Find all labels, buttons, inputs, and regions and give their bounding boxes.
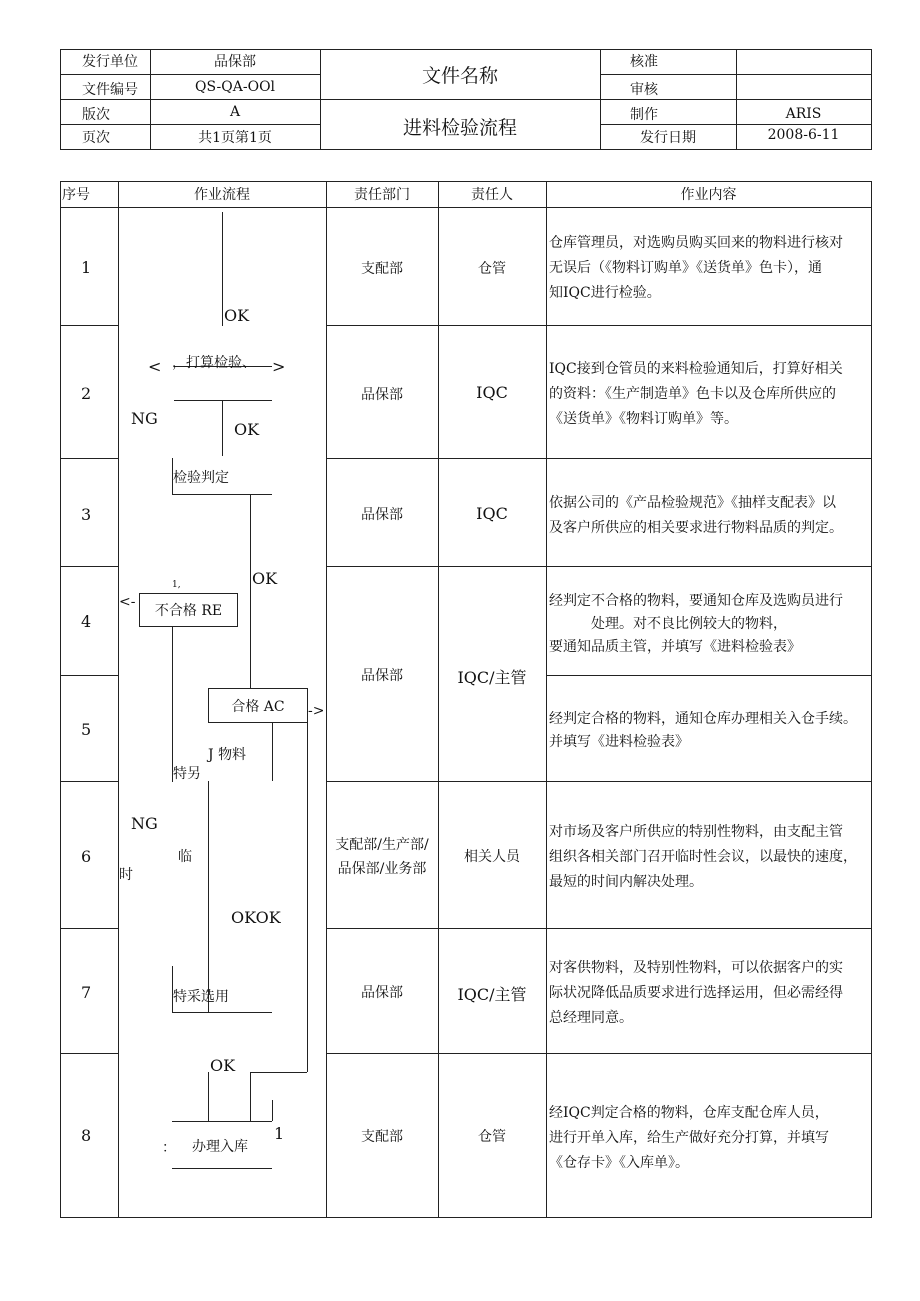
flow-okok-label: OKOK [231,908,281,927]
flow-bracket-left: < [148,357,162,376]
flow-step-pass: 合格 AC [231,699,285,715]
row-number: 4 [81,612,92,631]
version-label: 版次 [82,107,110,123]
flow-special-label: 特另 [173,766,201,782]
row-content-line: 无误后（《物料订购单》《送货单》色卡），通 [549,260,822,276]
row-person: IQC/主管 [457,985,527,1004]
date-value: 2008-6-11 [767,127,840,143]
flow-step-special-pick: 特采选用 [173,989,229,1005]
flow-material-label: J 物料 [208,747,247,763]
row-content-line: 对市场及客户所供应的特别性物料，由支配主管 [549,824,843,840]
row-number: 5 [81,720,92,739]
row-content-line: 并填写《进料检验表》 [549,734,689,750]
flow-colon: ： [162,1140,176,1156]
row-number: 7 [81,983,92,1002]
row-content-line: 组织各相关部门召开临时性会议，以最快的速度， [549,849,857,865]
row-person: 仓管 [478,1129,506,1145]
row-content-line: 《仓存卡》《入库单》。 [549,1155,689,1171]
col-header-person: 责任人 [471,187,513,203]
flow-number-label: 1 [274,1124,285,1143]
flow-ng-label: NG [131,814,158,833]
row-number: 1 [81,258,92,277]
review-label: 审核 [630,82,658,98]
page-label: 页次 [82,130,110,146]
date-label: 发行日期 [640,130,696,146]
row-person: 相关人员 [464,849,520,865]
flow-ok-label: OK [210,1056,236,1075]
row-content-line: IQC接到仓管员的来料检验通知后，打算好相关 [549,361,843,377]
row-number: 6 [81,847,92,866]
row-content-line: 对客供物料，及特别性物料，可以依据客户的实 [549,960,843,976]
col-header-flow: 作业流程 [194,187,250,203]
row-number: 8 [81,1126,92,1145]
col-header-dept: 责任部门 [354,187,410,203]
page-value: 共1页第1页 [198,130,272,146]
row-person: IQC/主管 [457,668,527,687]
flow-arrow-left: <- [119,594,136,610]
issuer-value: 品保部 [214,54,256,70]
row-content-line: 际状况降低品质要求进行选择运用，但必需经得 [549,985,843,1001]
row-content-line: 知IQC进行检验。 [549,285,661,301]
flow-bracket-right: > [272,357,286,376]
row-dept: 支配部 [361,1129,403,1145]
flow-step-prepare: ，打算检验、 [172,355,256,371]
version-value: A [229,104,241,120]
flow-ok-label: OK [252,569,278,588]
flow-ok-label: OK [224,306,250,325]
docname-label: 文件名称 [421,65,498,87]
row-content-line: 总经理同意。 [549,1010,633,1026]
flow-step-fail: 不合格 RE [154,603,223,619]
flow-step-inspect: 检验判定 [173,470,229,486]
row-dept: 品保部 [361,387,403,403]
row-person: IQC [476,383,508,402]
row-content-line: 经判定不合格的物料，要通知仓库及选购员进行 [549,593,843,609]
row-content-line: 仓库管理员，对选购员购买回来的物料进行核对 [549,235,843,251]
docno-value: QS-QA-OOl [194,79,276,95]
flow-step-warehouse: 办理入库 [192,1139,248,1155]
row-dept: 支配部 [361,261,403,277]
flow-ng-label: NG [131,409,158,428]
approve-label: 核准 [630,54,658,70]
issuer-label: 发行单位 [82,54,138,70]
prepare-value: ARIS [785,106,822,122]
flow-ok-label: OK [234,420,260,439]
row-number: 3 [81,505,92,524]
row-content-line: 的资料：《生产制造单》色卡以及仓库所供应的 [549,386,836,402]
row-content-line: 经IQC判定合格的物料，仓库支配仓库人员， [549,1105,829,1121]
flow-time-label: 时 [119,867,133,883]
row-dept: 品保部/业务部 [337,861,427,877]
row-content-line: 进行开单入库，给生产做好充分打算，并填写 [549,1130,829,1146]
flow-mark: 1, [172,580,181,590]
row-content-line: 经判定合格的物料，通知仓库办理相关入仓手续。 [549,711,857,727]
row-content-line: 依据公司的《产品检验规范》《抽样支配表》以 [549,495,836,511]
col-header-content: 作业内容 [680,187,737,203]
row-person: 仓管 [478,261,506,277]
flow-arrow-right: -> [308,703,325,719]
docno-label: 文件编号 [82,82,138,98]
flow-temp-label: 临 [178,849,192,865]
row-content-line: 处理。对不良比例较大的物料， [591,616,787,632]
row-person: IQC [476,504,508,523]
row-dept: 品保部 [361,507,403,523]
row-dept: 品保部 [361,668,403,684]
row-dept: 支配部/生产部/ [335,837,429,853]
row-content-line: 及客户所供应的相关要求进行物料品质的判定。 [549,520,843,536]
row-content-line: 要通知品质主管，并填写《进料检验表》 [549,639,801,655]
row-content-line: 最短的时间内解决处理。 [549,874,703,890]
prepare-label: 制作 [630,107,658,123]
row-number: 2 [81,384,92,403]
row-content-line: 《送货单》《物料订购单》等。 [549,411,738,427]
docname-value: 进料检验流程 [402,117,517,139]
col-header-no: 序号 [62,187,90,203]
row-dept: 品保部 [361,985,403,1001]
